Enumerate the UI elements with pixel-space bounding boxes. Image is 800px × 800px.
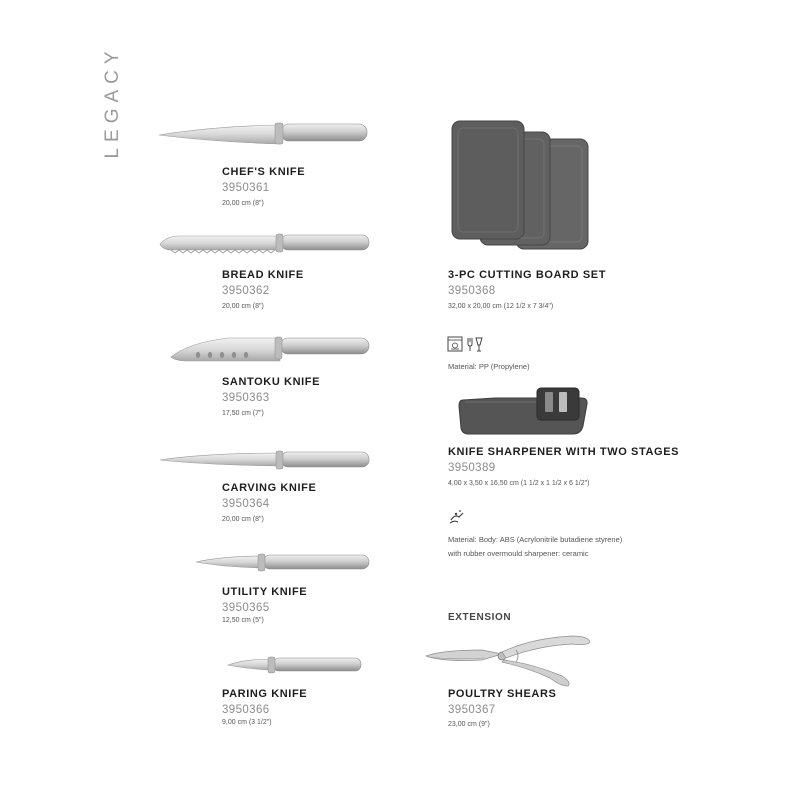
- hand-wash-icon: [447, 508, 467, 526]
- product-size: 4,00 x 3,50 x 16,50 cm (1 1/2 x 1 1/2 x 6 1/2"): [448, 480, 590, 487]
- paring-knife-image: [225, 655, 367, 675]
- product-size: 9,00 cm (3 1/2"): [222, 719, 272, 726]
- poultry-shears-item: [448, 688, 556, 728]
- carving-knife-image: [157, 448, 375, 472]
- product-size: 20,00 cm (8"): [222, 303, 264, 310]
- product-name: BREAD KNIFE: [222, 269, 304, 281]
- product-name: 3-PC CUTTING BOARD SET: [448, 269, 607, 281]
- cutting-board-set-image: [450, 118, 590, 250]
- product-code: 3950362: [222, 285, 270, 297]
- chefs-knife-image: [155, 118, 375, 152]
- product-code: 3950366: [222, 704, 270, 716]
- product-code: 3950361: [222, 182, 270, 194]
- brand-label-vertical: [98, 42, 128, 162]
- product-name: CARVING KNIFE: [222, 482, 317, 494]
- product-size: 23,00 cm (9"): [448, 721, 490, 728]
- product-size: 32,00 x 20,00 cm (12 1/2 x 7 3/4"): [448, 303, 554, 310]
- knife-item: [222, 482, 316, 523]
- product-name: CHEF'S KNIFE: [222, 166, 306, 178]
- brand-text: LEGACY: [102, 45, 123, 159]
- food-safe-icon: [466, 336, 484, 352]
- product-code: 3950363: [222, 392, 270, 404]
- knife-item: [222, 586, 307, 624]
- knife-sharpener-image: [455, 382, 595, 438]
- knife-item: [222, 269, 304, 310]
- product-code: 3950367: [448, 704, 496, 716]
- product-name: POULTRY SHEARS: [448, 688, 557, 700]
- material-note: Material: PP (Propylene): [448, 362, 530, 371]
- product-code: 3950368: [448, 285, 496, 297]
- product-size: 12,50 cm (5"): [222, 617, 264, 624]
- poultry-shears-image: [422, 628, 597, 686]
- cutting-board-item: [448, 269, 606, 310]
- material-line: Material: Body: ABS (Acrylonitrile butadiene styrene): [448, 535, 623, 544]
- product-name: KNIFE SHARPENER WITH TWO STAGES: [448, 446, 680, 458]
- utility-knife-image: [193, 551, 375, 573]
- product-code: 3950364: [222, 498, 270, 510]
- product-name: UTILITY KNIFE: [222, 586, 308, 598]
- knife-item: [222, 688, 307, 726]
- product-size: 17,50 cm (7"): [222, 410, 264, 417]
- product-name: SANTOKU KNIFE: [222, 376, 321, 388]
- product-size: 20,00 cm (8"): [222, 516, 264, 523]
- knife-item: [222, 166, 305, 207]
- santoku-knife-image: [168, 333, 375, 365]
- extension-heading: EXTENSION: [448, 612, 512, 623]
- material-line: with rubber overmould sharpener: ceramic: [448, 549, 589, 558]
- dishwasher-safe-icon: [447, 336, 463, 352]
- bread-knife-image: [157, 230, 375, 256]
- sharpener-item: [448, 446, 679, 487]
- knife-item: [222, 376, 320, 417]
- product-size: 20,00 cm (8"): [222, 200, 264, 207]
- product-code: 3950365: [222, 602, 270, 614]
- material-note-block: [448, 533, 622, 561]
- product-code: 3950389: [448, 462, 496, 474]
- product-name: PARING KNIFE: [222, 688, 308, 700]
